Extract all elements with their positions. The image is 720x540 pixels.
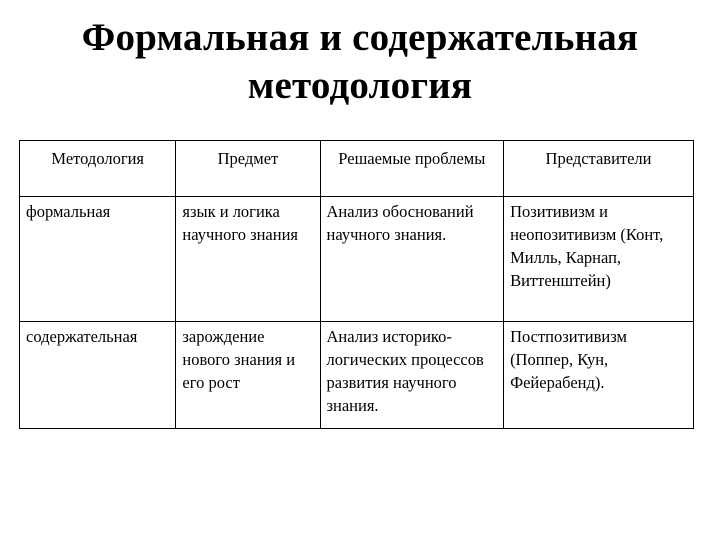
cell-subject: язык и логика научного знания [176,197,320,322]
header-problems: Решаемые проблемы [320,141,504,197]
title-line-2: методология [247,64,473,107]
table-row [20,197,694,322]
cell-subject: зарождение нового знания и его рост [176,322,320,429]
cell-representatives: Постпозитивизм (Поппер, Кун, Фейерабенд). [504,322,694,429]
title-line-1: Формальная и содержательная [81,16,639,59]
cell-representatives: Позитивизм и неопозитивизм (Конт, Милль, Карнап, Виттенштейн) [504,197,694,322]
header-methodology: Методология [20,141,176,197]
page-title [0,14,720,110]
header-representatives: Представители [504,141,694,197]
table-row [20,322,694,429]
methodology-table [19,140,694,429]
cell-methodology: содержательная [20,322,176,429]
header-subject: Предмет [176,141,320,197]
cell-problems: Анализ обоснований научного знания. [320,197,504,322]
cell-methodology: формальная [20,197,176,322]
cell-problems: Анализ историко-логических процессов развития научного знания. [320,322,504,429]
table-header-row [20,141,694,197]
